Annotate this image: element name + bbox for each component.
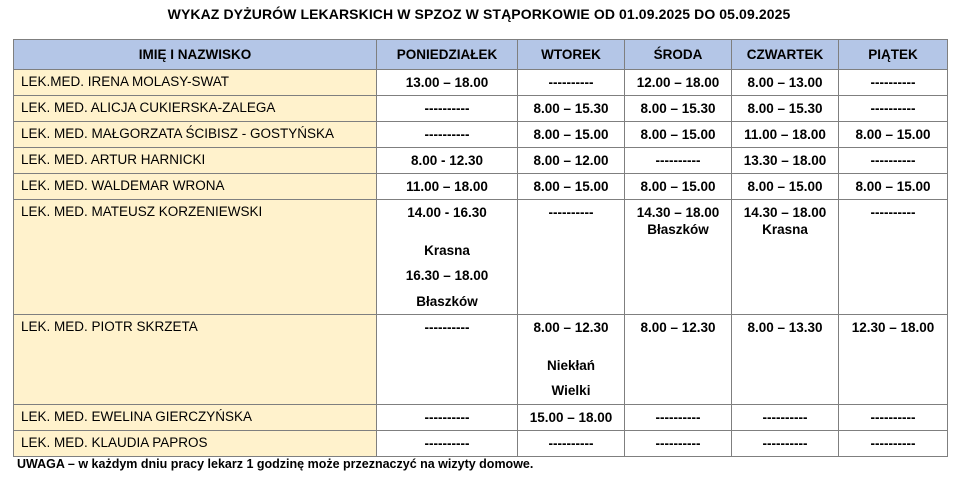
schedule-cell-line: 8.00 – 15.30 [533,101,609,116]
schedule-cell-thursday [732,122,839,148]
doctor-name-cell: LEK. MED. WALDEMAR WRONA [14,174,377,200]
schedule-cell-line: 8.00 – 15.30 [747,101,823,116]
schedule-cell-line: ---------- [424,409,470,425]
schedule-cell-tuesday [518,148,625,174]
note-text: UWAGA – w każdym dniu pracy lekarz 1 godzinę może przeznaczyć na wizyty domowe. [17,457,534,471]
table-row [14,315,948,405]
schedule-cell-monday [377,315,518,405]
schedule-cell-friday [839,430,948,456]
schedule-cell-line: ---------- [870,101,916,116]
schedule-cell-line: 12.30 – 18.00 [851,320,935,335]
duty-schedule-table [13,39,948,457]
schedule-cell-monday [377,174,518,200]
schedule-cell-thursday [732,174,839,200]
schedule-cell-line: 8.00 – 15.00 [533,127,609,142]
schedule-cell-thursday [732,404,839,430]
table-body [14,70,948,457]
schedule-cell-monday [377,70,518,96]
header-monday: PONIEDZIAŁEK [377,40,518,70]
schedule-cell-line: ---------- [870,409,916,425]
schedule-cell-tuesday [518,96,625,122]
schedule-cell-monday [377,430,518,456]
doctor-name-cell: LEK. MED. MATEUSZ KORZENIEWSKI [14,200,377,315]
schedule-cell-thursday [732,70,839,96]
schedule-cell-friday [839,122,948,148]
schedule-cell-line: 14.00 - 16.30 [407,205,487,220]
schedule-cell-wednesday [625,200,732,315]
schedule-cell-tuesday [518,174,625,200]
schedule-cell-friday [839,315,948,405]
table-row [14,122,948,148]
schedule-cell-line: 15.00 – 18.00 [529,409,613,425]
schedule-cell-friday [839,70,948,96]
schedule-cell-wednesday [625,315,732,405]
schedule-cell-line: 14.30 – 18.00 [743,205,827,220]
header-wednesday: ŚRODA [625,40,732,70]
schedule-cell-line: Błaszków [647,222,709,237]
schedule-cell-line: 8.00 – 15.00 [855,127,931,142]
schedule-cell-line: ---------- [655,153,701,168]
doctor-name-cell: LEK. MED. ARTUR HARNICKI [14,148,377,174]
schedule-cell-line: ---------- [424,435,470,451]
schedule-cell-line: 8.00 – 13.00 [747,75,823,90]
schedule-cell-wednesday [625,430,732,456]
table-row [14,70,948,96]
schedule-cell-monday [377,148,518,174]
table-row [14,430,948,456]
schedule-cell-thursday [732,315,839,405]
header-name: IMIĘ I NAZWISKO [14,40,377,70]
doctor-name-cell: LEK.MED. IRENA MOLASY-SWAT [14,70,377,96]
schedule-cell-thursday [732,148,839,174]
schedule-cell-line: 14.30 – 18.00 [636,205,720,220]
schedule-cell-line: Krasna [762,222,808,237]
schedule-cell-line: 8.00 – 13.30 [747,320,823,335]
schedule-cell-line: ---------- [870,153,916,168]
schedule-cell-line: Błaszków [416,293,478,309]
schedule-cell-monday [377,200,518,315]
schedule-cell-thursday [732,96,839,122]
schedule-cell-wednesday [625,174,732,200]
schedule-cell-line: ---------- [870,205,916,220]
schedule-cell-line: 8.00 – 12.30 [533,320,609,335]
schedule-cell-line: 8.00 – 12.00 [533,153,609,168]
schedule-cell-line: ---------- [762,435,808,451]
doctor-name-cell: LEK. MED. PIOTR SKRZETA [14,315,377,405]
table-row [14,174,948,200]
schedule-cell-friday [839,96,948,122]
schedule-cell-friday [839,174,948,200]
schedule-cell-line: ---------- [424,101,470,116]
schedule-cell-line: Krasna [424,242,470,258]
doctor-name-cell: LEK. MED. EWELINA GIERCZYŃSKA [14,404,377,430]
schedule-cell-wednesday [625,96,732,122]
schedule-cell-wednesday [625,404,732,430]
schedule-cell-wednesday [625,122,732,148]
schedule-cell-line: ---------- [870,75,916,90]
schedule-cell-tuesday [518,315,625,405]
doctor-name-cell: LEK. MED. ALICJA CUKIERSKA-ZALEGA [14,96,377,122]
schedule-cell-tuesday [518,430,625,456]
schedule-cell-friday [839,200,948,315]
schedule-cell-friday [839,148,948,174]
schedule-cell-line: 8.00 – 15.00 [855,179,931,194]
schedule-cell-monday [377,122,518,148]
schedule-cell-line: ---------- [655,435,701,451]
schedule-cell-line: 8.00 – 15.30 [640,101,716,116]
header-friday: PIĄTEK [839,40,948,70]
doctor-name-cell: LEK. MED. MAŁGORZATA ŚCIBISZ - GOSTYŃSKA [14,122,377,148]
schedule-cell-line: Wielki [551,383,591,398]
schedule-cell-line: ---------- [424,127,470,142]
table-row [14,404,948,430]
header-thursday: CZWARTEK [732,40,839,70]
table-row [14,96,948,122]
schedule-cell-line: ---------- [655,409,701,425]
schedule-cell-line: 11.00 – 18.00 [406,179,488,194]
doctor-name-cell: LEK. MED. KLAUDIA PAPROS [14,430,377,456]
schedule-cell-thursday [732,200,839,315]
schedule-cell-line: 13.00 – 18.00 [405,75,489,90]
schedule-cell-line: ---------- [548,75,594,90]
schedule-cell-line: ---------- [762,409,808,425]
schedule-cell-monday [377,404,518,430]
schedule-cell-thursday [732,430,839,456]
schedule-cell-line: 11.00 – 18.00 [744,127,826,142]
schedule-cell-line: 12.00 – 18.00 [636,75,720,90]
schedule-cell-line: Niekłań [546,357,596,373]
table-header-row [14,40,948,70]
schedule-cell-wednesday [625,70,732,96]
schedule-cell-monday [377,96,518,122]
schedule-cell-line: 13.30 – 18.00 [743,153,827,168]
schedule-cell-line: 8.00 – 12.30 [640,320,716,335]
schedule-cell-line: 8.00 – 15.00 [640,127,716,142]
header-tuesday: WTOREK [518,40,625,70]
schedule-cell-line: 8.00 - 12.30 [410,153,484,168]
schedule-cell-tuesday [518,122,625,148]
schedule-cell-line: ---------- [548,435,594,451]
schedule-cell-wednesday [625,148,732,174]
table-row [14,148,948,174]
schedule-cell-line: 8.00 – 15.00 [747,179,823,194]
schedule-cell-tuesday [518,404,625,430]
schedule-cell-tuesday [518,200,625,315]
schedule-cell-line: ---------- [870,435,916,451]
schedule-cell-line: ---------- [548,205,594,220]
schedule-cell-line: 16.30 – 18.00 [405,268,489,283]
schedule-cell-line: 8.00 – 15.00 [640,179,716,194]
schedule-cell-tuesday [518,70,625,96]
schedule-cell-friday [839,404,948,430]
schedule-cell-line: 8.00 – 15.00 [533,179,609,194]
schedule-cell-line: ---------- [424,320,470,335]
page-title: WYKAZ DYŻURÓW LEKARSKICH W SPZOZ W STĄPORKOWIE OD 01.09.2025 DO 05.09.2025 [167,6,791,22]
table-row [14,200,948,315]
